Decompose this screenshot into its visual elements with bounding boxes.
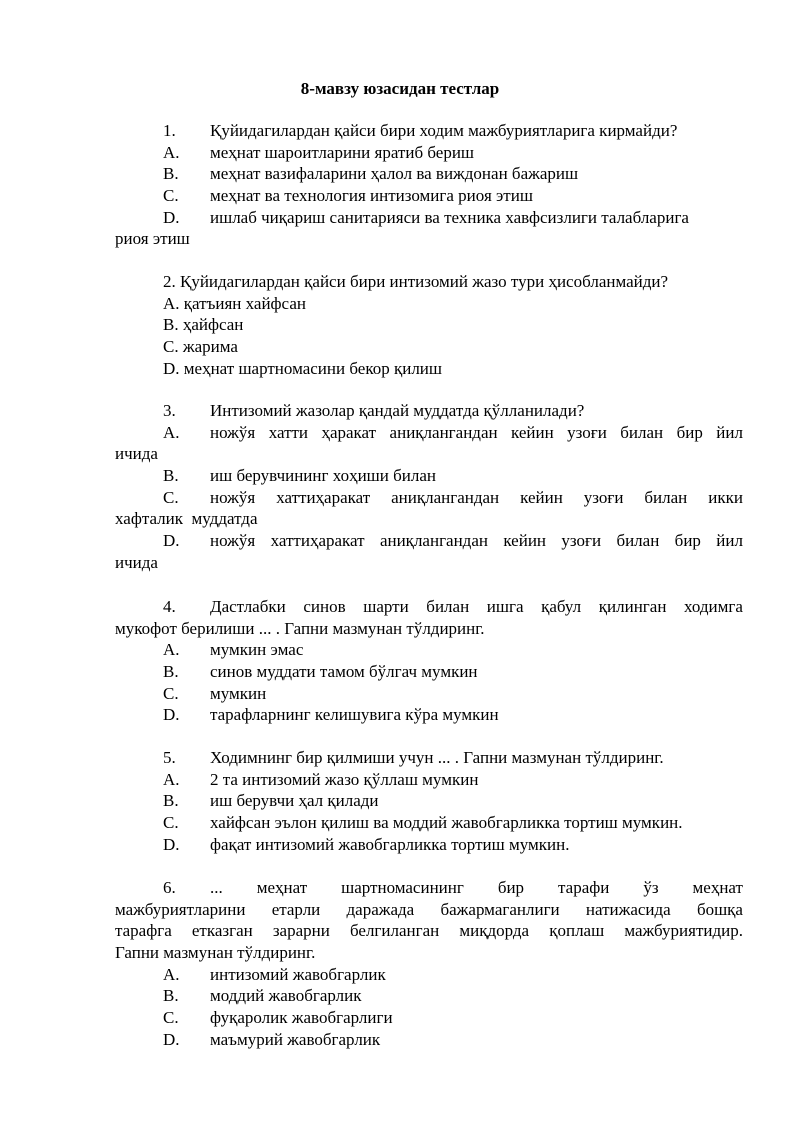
option-text: хайфсан эълон қилиш ва моддий жавобгарликка тортиш мумкин.	[210, 813, 683, 833]
option-text-continuation: хафталик муддатда	[115, 509, 258, 529]
option-letter: C.	[163, 487, 179, 507]
question-text: Интизомий жазолар қандай муддатда қўлланилади?	[210, 401, 585, 420]
option-text-continuation: ичида	[115, 552, 158, 572]
option-letter: A.	[163, 422, 180, 442]
option-text: интизомий жавобгарлик	[210, 964, 386, 984]
word: етказган	[191, 921, 253, 941]
word: хаттиҳаракат	[270, 531, 365, 551]
word: қоплаш	[549, 921, 605, 941]
question-text-continuation	[115, 899, 743, 921]
question-number: 6.	[163, 878, 176, 897]
word: шартномасининг	[341, 878, 464, 897]
word: Дастлабки	[210, 597, 286, 616]
word: тарафга	[115, 921, 172, 941]
word: миқдорда	[459, 921, 530, 941]
word: билан	[426, 597, 470, 616]
question-5	[115, 747, 743, 855]
option-text: иш берувчи ҳал қилади	[210, 791, 379, 811]
option-letter: D.	[163, 531, 180, 551]
word: белгиланган	[349, 921, 440, 941]
word: зарарни	[272, 921, 330, 941]
option-letter: B.	[163, 791, 179, 811]
word: ...	[210, 878, 223, 897]
option-letter: B.	[163, 466, 179, 486]
word: икки	[708, 487, 743, 507]
option-letter: A.	[163, 769, 180, 789]
word: бажармаганлиги	[440, 899, 560, 919]
option-letter: B.	[163, 662, 179, 682]
word: шарти	[363, 597, 409, 616]
option-letter: C.	[163, 186, 179, 206]
question-text-continuation	[115, 920, 743, 942]
word: қилинган	[598, 597, 667, 616]
question-text: Ходимнинг бир қилмиши учун ... . Гапни мазмунан тўлдиринг.	[210, 748, 664, 767]
option-letter: D.	[163, 1029, 180, 1049]
word: етарли	[271, 899, 321, 919]
question-number: 1.	[163, 121, 176, 140]
option-text: ишлаб чиқариш санитарияси ва техника хавфсизлиги талабларига	[210, 207, 689, 227]
option-letter: D.	[163, 705, 180, 725]
question-text-continuation: мукофот берилиши ... . Гапни мазмунан тўлдиринг.	[115, 618, 485, 638]
question-2	[115, 271, 743, 379]
word: йил	[716, 531, 743, 551]
word: ходимга	[684, 597, 743, 616]
option-text: мумкин эмас	[210, 640, 304, 660]
word: билан	[644, 487, 688, 507]
question-text	[210, 596, 743, 618]
option-text: D. меҳнат шартномасини бекор қилиш	[163, 358, 442, 378]
option-text: C. жарима	[163, 337, 238, 357]
word: хаттиҳаракат	[276, 487, 371, 507]
word: билан	[620, 422, 664, 442]
question-6	[115, 877, 743, 1051]
question-text	[210, 877, 743, 899]
option-text: 2 та интизомий жазо қўллаш мумкин	[210, 769, 479, 789]
word: бир	[674, 531, 701, 551]
option-text-continuation: ичида	[115, 444, 158, 464]
option-text: меҳнат шароитларини яратиб бериш	[210, 142, 475, 162]
word: кейин	[503, 531, 547, 551]
option-text	[210, 530, 743, 552]
word: меҳнат	[256, 878, 308, 897]
option-text: фуқаролик жавобгарлиги	[210, 1008, 393, 1028]
word: ножўя	[210, 487, 256, 507]
question-1	[115, 120, 743, 250]
word: меҳнат	[692, 878, 743, 897]
option-letter: C.	[163, 1008, 179, 1028]
option-text: A. қатъиян хайфсан	[163, 293, 306, 313]
word: синов	[303, 597, 346, 616]
option-text	[210, 487, 743, 509]
option-text	[210, 422, 743, 444]
word: даражада	[346, 899, 415, 919]
option-text: иш берувчининг хоҳиши билан	[210, 466, 436, 486]
word: натижасида	[585, 899, 671, 919]
word: ҳаракат	[321, 422, 377, 442]
word: кейин	[520, 487, 563, 507]
word: узоғи	[583, 487, 624, 507]
word: бошқа	[696, 899, 743, 919]
question-text: Қуйидагилардан қайси бири ходим мажбуриятларига кирмайди?	[210, 121, 678, 140]
option-text-continuation: риоя этиш	[115, 229, 190, 249]
option-letter: A.	[163, 640, 180, 660]
question-3	[115, 400, 743, 574]
option-letter: D.	[163, 834, 180, 854]
word: қабул	[541, 597, 582, 616]
option-letter: C.	[163, 813, 179, 833]
word: аниқлангандан	[391, 487, 500, 507]
word: мажбуриятидир.	[624, 921, 743, 941]
option-text: фақат интизомий жавобгарликка тортиш мумкин.	[210, 834, 570, 854]
question-text: 2. Қуйидагилардан қайси бири интизомий жазо тури ҳисобланмайди?	[163, 272, 669, 291]
option-text: мумкин	[210, 683, 267, 703]
option-letter: A.	[163, 964, 180, 984]
option-letter: B.	[163, 986, 179, 1006]
word: ножўя	[210, 531, 256, 551]
option-text: меҳнат вазифаларини ҳалол ва виждонан бажариш	[210, 164, 579, 184]
word: тарафи	[558, 878, 610, 897]
question-number: 3.	[163, 401, 176, 420]
question-4	[115, 596, 743, 726]
option-text: синов муддати тамом бўлгач мумкин	[210, 662, 478, 682]
option-letter: B.	[163, 164, 179, 184]
question-text-continuation: Гапни мазмунан тўлдиринг.	[115, 943, 316, 963]
option-text: тарафларнинг келишувига кўра мумкин	[210, 705, 499, 725]
word: узоғи	[567, 422, 607, 442]
option-text: B. ҳайфсан	[163, 315, 244, 335]
word: мажбуриятларини	[115, 899, 246, 919]
question-number: 5.	[163, 748, 176, 767]
option-letter: C.	[163, 683, 179, 703]
word: аниқлангандан	[389, 422, 498, 442]
word: узоғи	[561, 531, 602, 551]
word: ишга	[486, 597, 524, 616]
word: кейин	[511, 422, 554, 442]
word: бир	[676, 422, 703, 442]
page-title: 8-мавзу юзасидан тестлар	[300, 79, 500, 98]
word: хатти	[268, 422, 309, 442]
option-text: меҳнат ва технология интизомига риоя этиш	[210, 186, 533, 206]
option-letter: D.	[163, 207, 180, 227]
word: йил	[716, 422, 743, 442]
option-text: маъмурий жавобгарлик	[210, 1029, 381, 1049]
word: ножўя	[210, 422, 256, 442]
question-number: 4.	[163, 597, 176, 616]
word: аниқлангандан	[379, 531, 488, 551]
word: билан	[616, 531, 660, 551]
option-text: моддий жавобгарлик	[210, 986, 362, 1006]
word: ўз	[643, 878, 659, 897]
word: бир	[497, 878, 525, 897]
option-letter: A.	[163, 142, 180, 162]
